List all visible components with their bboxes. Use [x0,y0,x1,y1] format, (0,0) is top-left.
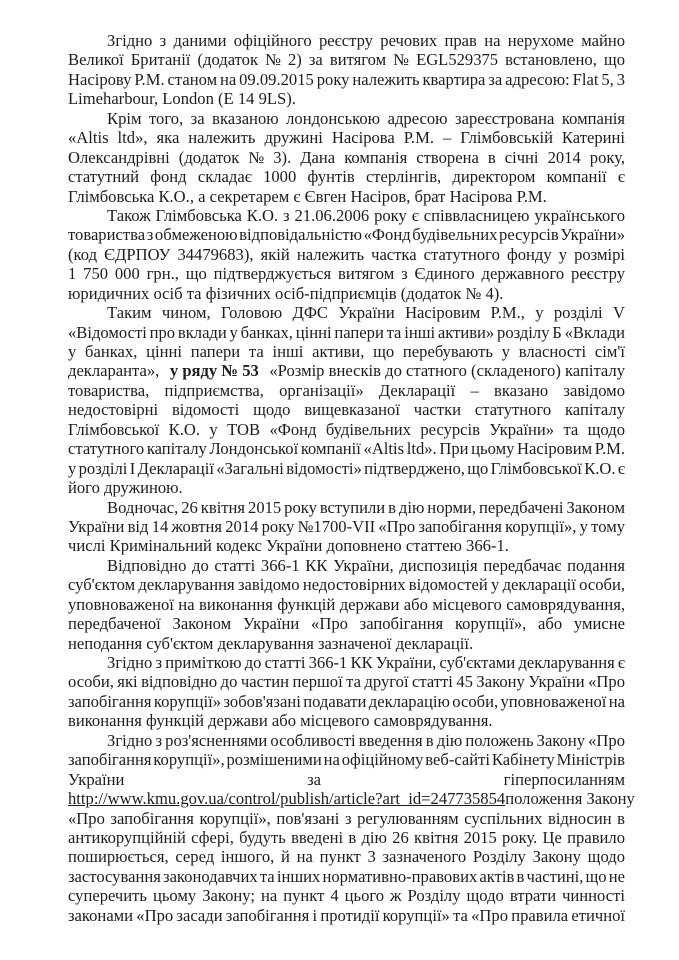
text-line: у банках, цінні папери та інші активи, що перебувають у власності сім'ї [68,342,625,361]
text-line: статутний фонд складає 1000 фунтів стерлінгів, директором компанії є [68,167,625,187]
text-line: 1 750 000 грн., що підтверджується витягом з Єдиного державного реєстру [68,264,625,284]
text-line-with-link [68,789,635,809]
text-line: України від 14 жовтня 2014 року №1700-VII «Про запобігання корупції», у тому [68,516,625,536]
paragraph-article-366 [68,556,625,653]
text-line: його дружиною. [68,478,183,498]
text-line: товариства, підприємства, організації» Декларації – вказано завідомо [68,380,625,400]
text-line: Також Глімбовська К.О. з 21.06.2006 року є співвласницею українського [107,205,625,225]
paragraph-declaration [68,303,625,497]
text-line: недостовірні відомості щодо вищевказаної частки статутного капіталу [68,400,625,420]
text-fragment: «Розмір внесків до статного (складеного) капіталу [269,361,625,381]
text-line: Водночас, 26 квітня 2015 року вступили в дію норми, передбачені Законом [107,497,625,517]
text-line: запобігання корупції» зобов'язані подавати декларацію особи, уповноваженої на [68,691,625,711]
text-line: товариства з обмеженою відповідальністю «Фонд будівельних ресурсів України» [68,225,625,245]
text-line: законами «Про засади запобігання і протидії корупції» та «Про правила етичної [68,905,625,925]
text-line: виконання функцій держави або місцевого самоврядування. [68,711,493,731]
text-line: уповноваженої на виконання функцій держави або місцевого самоврядування, [68,594,625,614]
text-line: суб'єктом декларування завідомо недостовірних відомостей у декларації особи, [68,575,625,595]
paragraph-clarifications [68,730,635,925]
text-line: Згідно з приміткою до статті 366-1 КК України, суб'єктами декларування є [107,653,625,672]
text-line: Таким чином, Головою ДФС України Насіровим Р.М., у розділі V [107,303,625,323]
text-line: юридичних осіб та фізичних осіб-підприємців (додаток № 4). [68,283,504,303]
text-line: «Altis ltd», яка належить дружині Насірова Р.М. – Глімбовській Катерині [68,128,625,148]
text-line: (код ЄДРПОУ 34479683), якій належить частка статутного фонду у розмірі [68,244,625,264]
text-line: особи, які відповідно до частин першої та другої статті 45 Закону України «Про [68,672,625,692]
text-line: «Про запобігання корупції», пов'язані з регулюванням суспільних відносин в [68,808,625,828]
text-line: Глімбовської К.О. у ТОВ «Фонд будівельних ресурсів України» та щодо [68,419,625,439]
text-line: України за гіперпосиланням [68,769,625,789]
paragraph-law-in-force [68,498,625,556]
text-line: застосування законодавчих та інших нормативно-правових актів в частині, що не [68,866,625,886]
text-line: запобігання корупції», розмішеними на офіційному веб-сайті Кабінету Міністрів [68,750,625,770]
text-line-with-bold [68,361,625,380]
document-page [68,31,635,925]
text-line: Насірову Р.М. станом на 09.09.2015 року належить квартира за адресою: Flat 5, 3 [68,69,625,89]
text-line: статутного капіталу Лондонської компанії «Altis ltd». При цьому Насіровим Р.М. [68,439,625,459]
paragraph-altis-company [68,109,625,206]
text-line: передбаченої Законом України «Про запобігання корупції», або умисне [68,614,625,634]
text-line: Згідно з даними офіційного реєстру речових прав на нерухоме майно [107,31,625,50]
text-line: суперечить цьому Закону; на пункт 4 цього ж Розділу щодо втрати чинності [68,886,625,906]
text-fragment: положення Закону [505,789,635,809]
text-line: Відповідно до статті 366-1 КК України, диспозиція передбачає подання [107,555,625,575]
text-line: поширюється, серед іншого, й на пункт 3 зазначеного Розділу Закону щодо [68,847,625,867]
text-fragment: декларанта», [68,361,160,381]
text-line: Олександрівні (додаток № 3). Дана компанія створена в січні 2014 року, [68,147,625,167]
text-line: Limeharbour, London (E 14 9LS). [68,89,296,109]
text-line: Крім того, за вказаною лондонською адресою зареєстрована компанія [107,108,625,128]
text-line: неподання суб'єктом декларування зазначеної декларації. [68,633,474,653]
paragraph-note-366 [68,653,625,731]
text-line: Великої Британії (додаток № 2) за витягом № EGL529375 встановлено, що [68,50,625,70]
text-line: Глімбовська К.О., а секретарем є Євген Насіров, брат Насірова Р.М. [68,186,547,206]
text-line: антикорупційній сфері, будуть введені в дію 26 квітня 2015 року. Це правило [68,827,625,847]
text-line: у розділі І Декларації «Загальні відомості» підтверджено, що Глімбовської К.О. є [68,458,625,478]
kmu-hyperlink[interactable]: http://www.kmu.gov.ua/control/publish/article?art_id=247735854 [68,789,506,809]
bold-row-reference: у ряду № 53 [169,361,259,381]
paragraph-uk-property [68,31,625,109]
paragraph-fund-share [68,206,625,303]
text-line: числі Кримінальний кодекс України доповнено статтею 366-1. [68,536,509,556]
text-line: Згідно з роз'ясненнями особливості введення в дію положень Закону «Про [107,730,625,750]
text-line: «Відомості про вклади у банках, цінні папери та інші активи» розділу Б «Вклади [68,322,625,342]
